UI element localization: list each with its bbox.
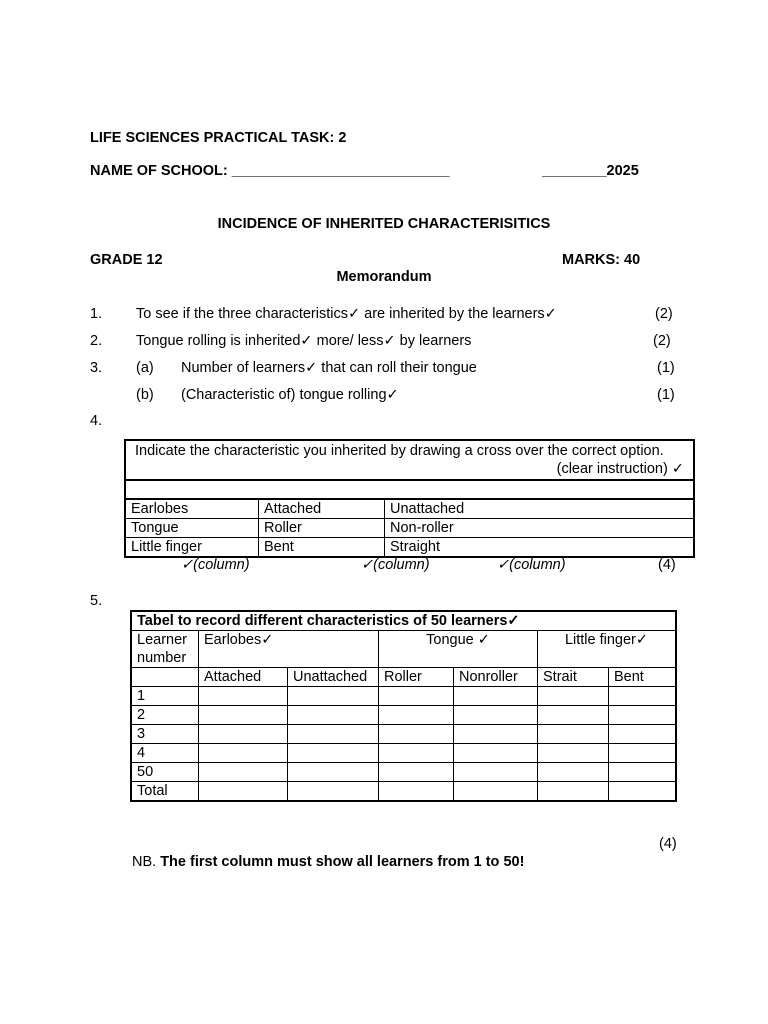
question-subpart: (b) <box>136 387 154 403</box>
table-row <box>131 687 676 706</box>
table-cell <box>288 725 379 744</box>
question-number: 2. <box>90 333 103 349</box>
table-cell <box>454 706 538 725</box>
table-header-row <box>131 631 676 668</box>
table-row <box>131 782 676 802</box>
table-cell: Little finger <box>125 538 259 558</box>
question-subpart: (a) <box>136 360 154 376</box>
nb-prefix: NB. <box>132 854 157 870</box>
table-cell <box>538 744 609 763</box>
characteristics-table <box>124 439 695 558</box>
table-cell <box>609 687 677 706</box>
table-cell <box>379 687 454 706</box>
year-field: ________2025 <box>542 163 639 179</box>
table-cell: 4 <box>131 744 199 763</box>
table-cell <box>609 725 677 744</box>
table-cell <box>609 782 677 802</box>
question-marks: (1) <box>657 360 675 376</box>
learner-record-table <box>130 610 677 802</box>
memorandum-label: Memorandum <box>336 269 432 285</box>
table-cell <box>538 687 609 706</box>
table-cell <box>131 668 199 687</box>
table-row <box>131 763 676 782</box>
question-number: 3. <box>90 360 103 376</box>
table-cell <box>379 706 454 725</box>
table-cell <box>199 687 288 706</box>
table-cell <box>379 782 454 802</box>
table-cell: Bent <box>259 538 385 558</box>
table-cell <box>199 725 288 744</box>
subheader-cell: Roller <box>379 668 454 687</box>
table-cell: 50 <box>131 763 199 782</box>
table-cell <box>288 706 379 725</box>
question-number: 5. <box>90 593 103 609</box>
table-cell <box>609 763 677 782</box>
table-row <box>125 538 694 558</box>
subheader-cell: Nonroller <box>454 668 538 687</box>
table-cell: Roller <box>259 519 385 538</box>
table-cell: Non-roller <box>385 519 695 538</box>
question-marks: (1) <box>657 387 675 403</box>
table-title-row <box>131 611 676 631</box>
table-cell <box>454 687 538 706</box>
instruction-note: (clear instruction) ✓ <box>556 461 684 477</box>
question-number: 1. <box>90 306 103 322</box>
table-spacer-row <box>124 479 695 498</box>
learner-number-header: Learner number <box>131 631 199 668</box>
question-marks: (2) <box>653 333 671 349</box>
table-cell: Tongue <box>125 519 259 538</box>
table-cell <box>199 744 288 763</box>
table-cell <box>454 725 538 744</box>
table-cell: 1 <box>131 687 199 706</box>
table-cell: 3 <box>131 725 199 744</box>
table-cell <box>454 763 538 782</box>
group-header-little-finger: Little finger✓ <box>538 631 677 668</box>
nb-note <box>132 854 524 870</box>
table-cell <box>538 725 609 744</box>
column-mark: ✓(column) <box>361 557 430 573</box>
subheader-cell: Attached <box>199 668 288 687</box>
column-mark: ✓(column) <box>497 557 566 573</box>
question-marks: (2) <box>655 306 673 322</box>
task-title: LIFE SCIENCES PRACTICAL TASK: 2 <box>90 130 347 146</box>
subheader-cell: Unattached <box>288 668 379 687</box>
table-instruction <box>124 439 695 479</box>
characteristics-grid <box>124 498 695 558</box>
table-cell <box>454 744 538 763</box>
table-cell <box>454 782 538 802</box>
question-number: 4. <box>90 413 103 429</box>
table-cell <box>538 763 609 782</box>
table-row <box>125 519 694 538</box>
table-cell <box>288 687 379 706</box>
table-cell <box>288 763 379 782</box>
group-header-tongue: Tongue ✓ <box>379 631 538 668</box>
table-cell <box>379 744 454 763</box>
instruction-text: Indicate the characteristic you inherited by drawing a cross over the correct option. <box>135 443 664 459</box>
table-cell: Total <box>131 782 199 802</box>
table-cell <box>609 706 677 725</box>
table-cell <box>199 782 288 802</box>
table-cell <box>538 782 609 802</box>
table-cell <box>199 706 288 725</box>
question-text: To see if the three characteristics✓ are inherited by the learners✓ <box>136 306 557 322</box>
table-cell: Attached <box>259 499 385 519</box>
table-cell <box>609 744 677 763</box>
table-row <box>131 725 676 744</box>
table-cell: Unattached <box>385 499 695 519</box>
question-text: (Characteristic of) tongue rolling✓ <box>181 387 399 403</box>
nb-text: The first column must show all learners from 1 to 50! <box>160 854 525 870</box>
main-title: INCIDENCE OF INHERITED CHARACTERISITICS <box>217 216 551 232</box>
table-row <box>125 499 694 519</box>
question-text: Number of learners✓ that can roll their tongue <box>181 360 477 376</box>
table-cell: 2 <box>131 706 199 725</box>
table-cell <box>288 744 379 763</box>
table-row <box>131 706 676 725</box>
table-cell <box>379 763 454 782</box>
table-cell: Straight <box>385 538 695 558</box>
question-marks: (4) <box>658 557 676 573</box>
table-row <box>131 744 676 763</box>
table-cell <box>288 782 379 802</box>
table-cell: Earlobes <box>125 499 259 519</box>
group-header-earlobes: Earlobes✓ <box>199 631 379 668</box>
marks-label: MARKS: 40 <box>562 252 641 268</box>
question-marks: (4) <box>659 836 677 852</box>
table-title: Tabel to record different characteristics of 50 learners✓ <box>131 611 676 631</box>
table-cell <box>379 725 454 744</box>
table-cell <box>199 763 288 782</box>
column-mark: ✓(column) <box>181 557 250 573</box>
school-name-field: NAME OF SCHOOL: ___________________________ <box>90 163 450 179</box>
subheader-cell: Bent <box>609 668 677 687</box>
grade-label: GRADE 12 <box>90 252 163 268</box>
subheader-cell: Strait <box>538 668 609 687</box>
table-cell <box>538 706 609 725</box>
question-text: Tongue rolling is inherited✓ more/ less✓ by learners <box>136 333 472 349</box>
table-subheader-row <box>131 668 676 687</box>
